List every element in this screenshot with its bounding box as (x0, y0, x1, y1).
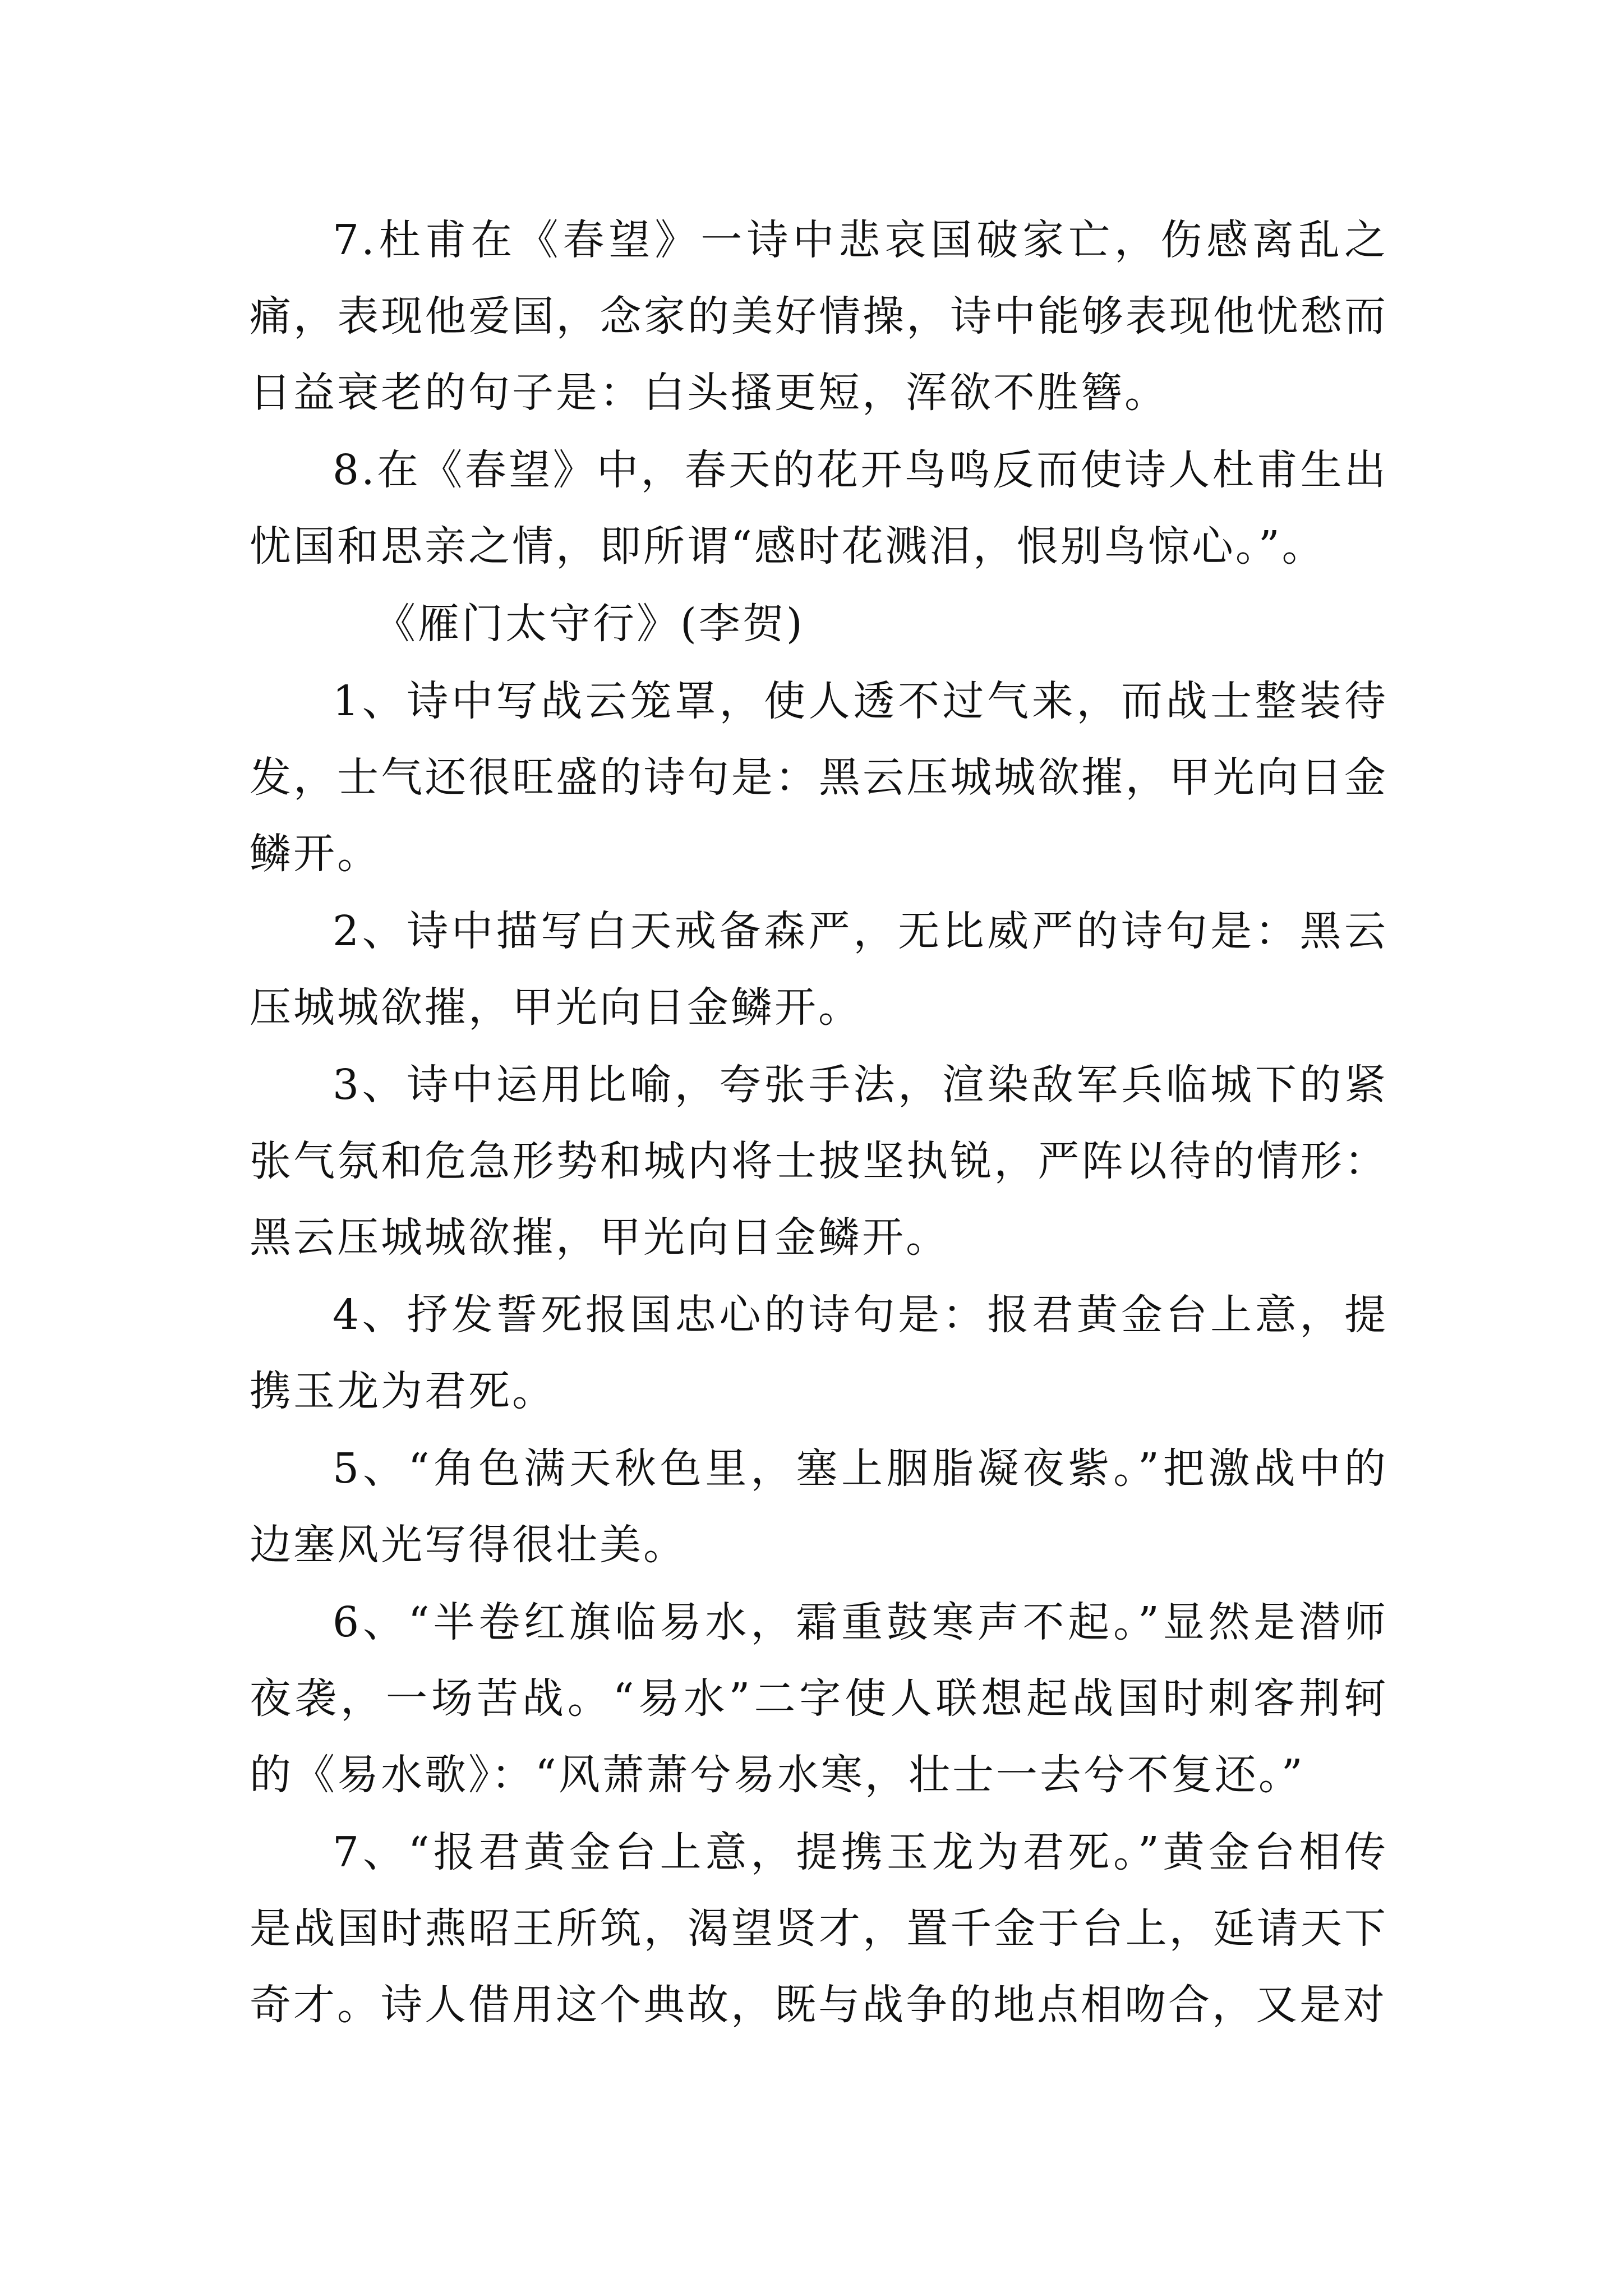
paragraph-q7-yanmen: 7、“报君黄金台上意，提携玉龙为君死。”黄金台相传是战国时燕昭王所筑，渴望贤才，置千金于台上，延请天下奇才。诗人借用这个典故，既与战争的地点相吻合，又是对 (250, 1828, 1388, 2029)
poem-title-yanmen: 《雁门太守行》(李贺) (374, 600, 805, 648)
paragraph-q4-yanmen: 4、抒发誓死报国忠心的诗句是：报君黄金台上意，提携玉龙为君死。 (250, 1291, 1388, 1415)
paragraph-q7-chunwang: 7.杜甫在《春望》一诗中悲哀国破家亡，伤感离乱之痛，表现他爱国，念家的美好情操，诗中能够表现他忧愁而日益衰老的句子是：白头搔更短，浑欲不胜簪。 (250, 216, 1388, 417)
document-body (250, 202, 1388, 2043)
paragraph-q2-yanmen: 2、诗中描写白天戒备森严，无比威严的诗句是：黑云压城城欲摧，甲光向日金鳞开。 (250, 907, 1388, 1032)
paragraph-q8-chunwang: 8.在《春望》中，春天的花开鸟鸣反而使诗人杜甫生出忧国和思亲之情，即所谓“感时花溅泪，恨别鸟惊心。”。 (250, 446, 1388, 570)
paragraph-q5-yanmen: 5、“角色满天秋色里，塞上胭脂凝夜紫。”把激战中的边塞风光写得很壮美。 (250, 1444, 1388, 1569)
paragraph-q6-yanmen: 6、“半卷红旗临易水，霜重鼓寒声不起。”显然是潜师夜袭，一场苦战。“易水”二字使人联想起战国时刺客荆轲的《易水歌》：“风萧萧兮易水寒，壮士一去兮不复还。” (250, 1598, 1388, 1799)
paragraph-q1-yanmen: 1、诗中写战云笼罩，使人透不过气来，而战士整装待发，士气还很旺盛的诗句是：黑云压城城欲摧，甲光向日金鳞开。 (250, 677, 1388, 878)
paragraph-q3-yanmen: 3、诗中运用比喻，夸张手法，渲染敌军兵临城下的紧张气氛和危急形势和城内将士披坚执锐，严阵以待的情形：黑云压城城欲摧，甲光向日金鳞开。 (250, 1061, 1388, 1262)
